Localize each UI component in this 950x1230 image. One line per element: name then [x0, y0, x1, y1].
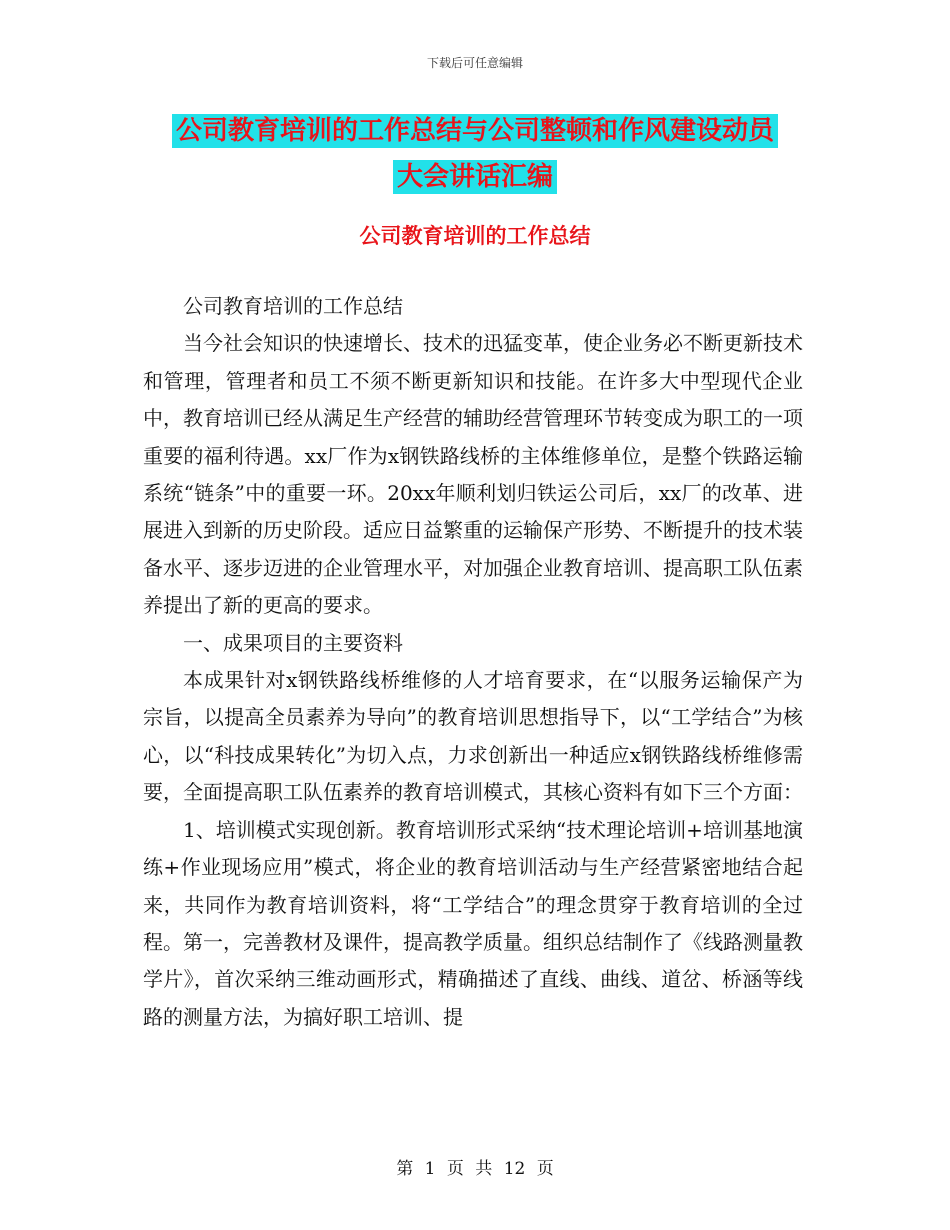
paragraph-summary: 本成果针对x钢铁路线桥维修的人才培育要求，在“以服务运输保产为宗旨，以提高全员素养为导向”的教育培训思想指导下，以“工学结合”为核心，以“科技成果转化”为切入点，力求创新出一种适应x钢铁路线桥维修需要，全面提高职工队伍素养的教育培训模式，其核心资料有如下三个方面：	[143, 668, 803, 805]
header-note: 下载后可任意编辑	[426, 56, 523, 70]
document-title-line-1: 公司教育培训的工作总结与公司整顿和作风建设动员	[172, 114, 778, 148]
paragraph-intro: 当今社会知识的快速增长、技术的迅猛变革，使企业务必不断更新技术和管理，管理者和员工不须不断更新知识和技能。在许多大中型现代企业中，教育培训已经从满足生产经营的辅助经营管理环节转变成为职工的一项重要的福利待遇。xx厂作为x钢铁路线桥的主体维修单位，是整个铁路运输系统“链条”中的重要一环。20xx年顺利划归铁运公司后，xx厂的改革、进展进入到新的历史阶段。适应日益繁重的运输保产形势、不断提升的技术装备水平、逐步迈进的企业管理水平，对加强企业教育培训、提高职工队伍素养提出了新的更高的要求。	[143, 331, 803, 618]
paragraph-item-1: 1、培训模式实现创新。教育培训形式采纳“技术理论培训+培训基地演练+作业现场应用”模式，将企业的教育培训活动与生产经营紧密地结合起来，共同作为教育培训资料，将“工学结合”的理念贯穿于教育培训的全过程。第一，完善教材及课件，提高教学质量。组织总结制作了《线路测量教学片》，首次采纳三维动画形式，精确描述了直线、曲线、道岔、桥涵等线路的测量方法，为搞好职工培训、提	[143, 817, 803, 1029]
document-title-line-2: 大会讲话汇编	[393, 160, 557, 194]
body-text	[143, 288, 803, 1036]
paragraph-subtitle: 公司教育培训的工作总结	[183, 294, 403, 318]
paragraph-heading-1: 一、成果项目的主要资料	[183, 630, 403, 655]
document-title	[0, 108, 950, 200]
page-footer: 第 1 页 共 12 页	[396, 1159, 554, 1179]
section-title: 公司教育培训的工作总结	[359, 224, 591, 248]
